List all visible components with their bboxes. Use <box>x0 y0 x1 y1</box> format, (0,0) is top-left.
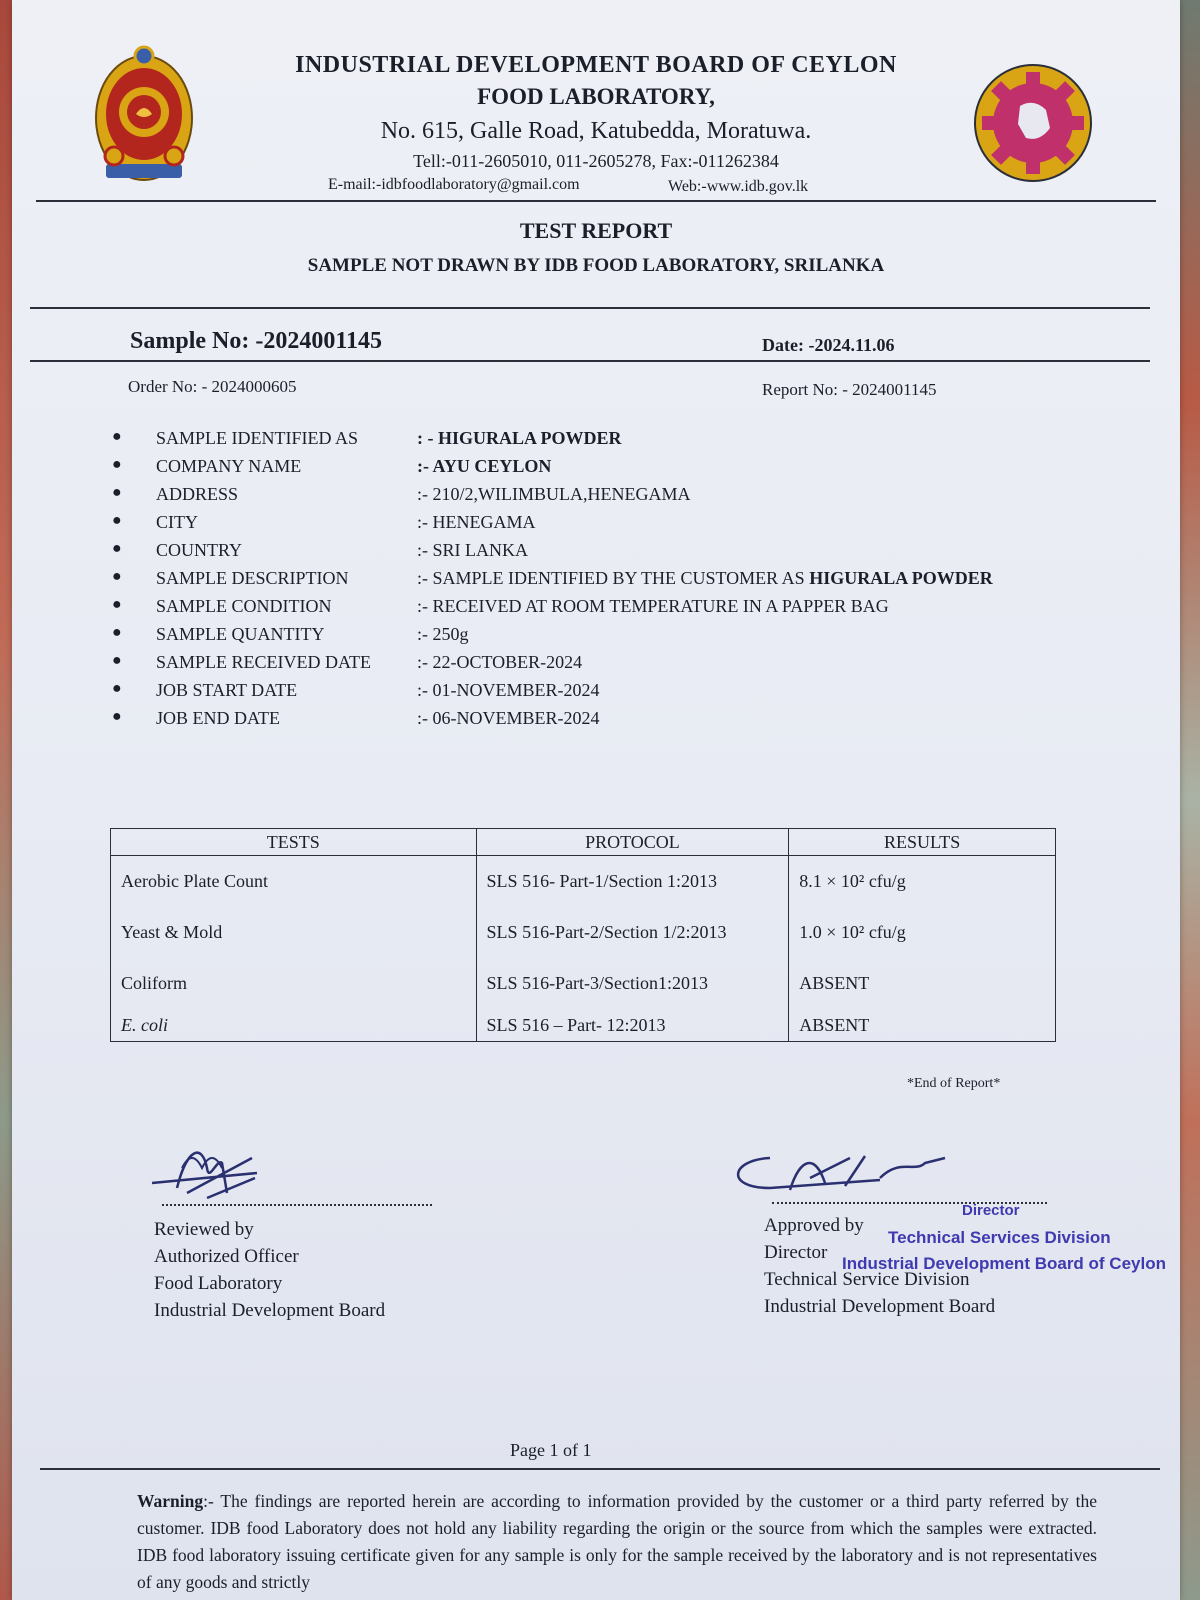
column-header-protocol: PROTOCOL <box>476 829 789 856</box>
reviewer-line-1: Reviewed by <box>154 1219 254 1240</box>
bullet-icon: ● <box>112 680 122 697</box>
title-divider <box>30 307 1150 309</box>
warning-label: Warning <box>137 1491 204 1511</box>
sample-number: Sample No: -2024001145 <box>130 328 382 354</box>
test-result: 8.1 × 10² cfu/g <box>789 856 1056 908</box>
bullet-icon: ● <box>112 456 122 473</box>
org-name: INDUSTRIAL DEVELOPMENT BOARD OF CEYLON <box>295 52 897 78</box>
approver-signature <box>730 1148 960 1208</box>
detail-value: :- RECEIVED AT ROOM TEMPERATURE IN A PAPPER BAG <box>417 596 889 616</box>
detail-value: :- 250g <box>417 624 469 644</box>
detail-label: SAMPLE DESCRIPTION <box>156 568 349 588</box>
test-name: Aerobic Plate Count <box>111 856 477 908</box>
test-name: Coliform <box>111 958 477 1009</box>
detail-label: JOB END DATE <box>156 708 280 728</box>
detail-value-text: :- SAMPLE IDENTIFIED BY THE CUSTOMER AS <box>417 568 805 588</box>
report-page <box>12 0 1180 1600</box>
table-row <box>111 856 1056 908</box>
table-header-row <box>111 829 1056 856</box>
detail-label: JOB START DATE <box>156 680 298 700</box>
warning-note <box>137 1488 1097 1596</box>
footer-divider <box>40 1468 1160 1470</box>
report-subtitle: SAMPLE NOT DRAWN BY IDB FOOD LABORATORY, SRILANKA <box>307 255 885 276</box>
detail-value: :- 22-OCTOBER-2024 <box>417 652 583 672</box>
test-name: E. coli <box>111 1009 477 1042</box>
report-number: Report No: - 2024001145 <box>762 380 937 399</box>
header-divider <box>36 200 1156 202</box>
detail-value-bold: HIGURALA POWDER <box>809 568 993 588</box>
reviewer-line-2: Authorized Officer <box>154 1246 299 1267</box>
stamp-line-1: Director <box>962 1202 1020 1219</box>
detail-label: COUNTRY <box>156 540 243 560</box>
order-number: Order No: - 2024000605 <box>128 377 297 396</box>
bullet-icon: ● <box>112 568 122 585</box>
page-number: Page 1 of 1 <box>510 1440 592 1460</box>
bullet-icon: ● <box>112 540 122 557</box>
approver-line-3: Technical Service Division <box>764 1269 970 1290</box>
detail-value: :- SRI LANKA <box>417 540 528 560</box>
stamp-line-2: Technical Services Division <box>888 1228 1111 1247</box>
bullet-icon: ● <box>112 428 122 445</box>
detail-value: :- 01-NOVEMBER-2024 <box>417 680 600 700</box>
lab-email: E-mail:-idbfoodlaboratory@gmail.com <box>328 176 580 193</box>
detail-label: CITY <box>156 512 198 532</box>
test-protocol: SLS 516- Part-1/Section 1:2013 <box>476 856 789 908</box>
test-protocol: SLS 516-Part-2/Section 1/2:2013 <box>476 907 789 958</box>
bullet-icon: ● <box>112 652 122 669</box>
reviewer-signature-line <box>162 1204 432 1206</box>
bullet-icon: ● <box>112 624 122 641</box>
detail-label: SAMPLE QUANTITY <box>156 624 325 644</box>
lab-website: Web:-www.idb.gov.lk <box>668 178 809 195</box>
test-result: ABSENT <box>789 958 1056 1009</box>
detail-label: SAMPLE CONDITION <box>156 596 332 616</box>
column-header-tests: TESTS <box>111 829 477 856</box>
detail-label: SAMPLE IDENTIFIED AS <box>156 428 359 448</box>
lab-phone: Tell:-011-2605010, 011-2605278, Fax:-011262384 <box>413 151 779 171</box>
end-of-report: *End of Report* <box>907 1076 1001 1091</box>
table-row <box>111 958 1056 1009</box>
warning-text: :- The findings are reported herein are according to information provided by the customer or a third party referred by the customer. IDB food Laboratory does not hold any liability regarding the origin or the source from which the samples were extracted. IDB food laboratory issuing certificate given for any sample is only for the sample received by the laboratory and is not representatives of any goods and strictly <box>137 1491 1097 1592</box>
detail-label: ADDRESS <box>156 484 239 504</box>
detail-value: :- 210/2,WILIMBULA,HENEGAMA <box>417 484 691 504</box>
bullet-icon: ● <box>112 596 122 613</box>
test-result: ABSENT <box>789 1009 1056 1042</box>
test-protocol: SLS 516 – Part- 12:2013 <box>476 1009 789 1042</box>
report-date: Date: -2024.11.06 <box>762 335 895 355</box>
detail-value: :- AYU CEYLON <box>417 456 552 476</box>
test-protocol: SLS 516-Part-3/Section1:2013 <box>476 958 789 1009</box>
bullet-icon: ● <box>112 512 122 529</box>
table-row <box>111 907 1056 958</box>
approver-line-2: Director <box>764 1242 828 1263</box>
bullet-icon: ● <box>112 708 122 725</box>
detail-value: :- HENEGAMA <box>417 512 536 532</box>
report-title: TEST REPORT <box>519 218 673 243</box>
column-header-results: RESULTS <box>789 829 1056 856</box>
approver-line-4: Industrial Development Board <box>764 1296 996 1317</box>
bullet-icon: ● <box>112 484 122 501</box>
test-results-table <box>110 828 1056 1042</box>
detail-label: COMPANY NAME <box>156 456 302 476</box>
lab-address: No. 615, Galle Road, Katubedda, Moratuwa. <box>380 118 812 144</box>
reviewer-signature <box>147 1138 267 1208</box>
detail-value: : - HIGURALA POWDER <box>417 428 622 448</box>
approver-line-1: Approved by <box>764 1215 864 1236</box>
reviewer-line-4: Industrial Development Board <box>154 1300 386 1321</box>
detail-value: :- 06-NOVEMBER-2024 <box>417 708 600 728</box>
reviewer-block <box>154 1216 385 1324</box>
stamp-line-3: Industrial Development Board of Ceylon <box>842 1254 1166 1273</box>
test-name: Yeast & Mold <box>111 907 477 958</box>
detail-value <box>417 568 993 589</box>
lab-name: FOOD LABORATORY, <box>477 84 715 109</box>
test-result: 1.0 × 10² cfu/g <box>789 907 1056 958</box>
reviewer-line-3: Food Laboratory <box>154 1273 283 1294</box>
detail-label: SAMPLE RECEIVED DATE <box>156 652 371 672</box>
table-row <box>111 1009 1056 1042</box>
sample-divider <box>30 360 1150 362</box>
